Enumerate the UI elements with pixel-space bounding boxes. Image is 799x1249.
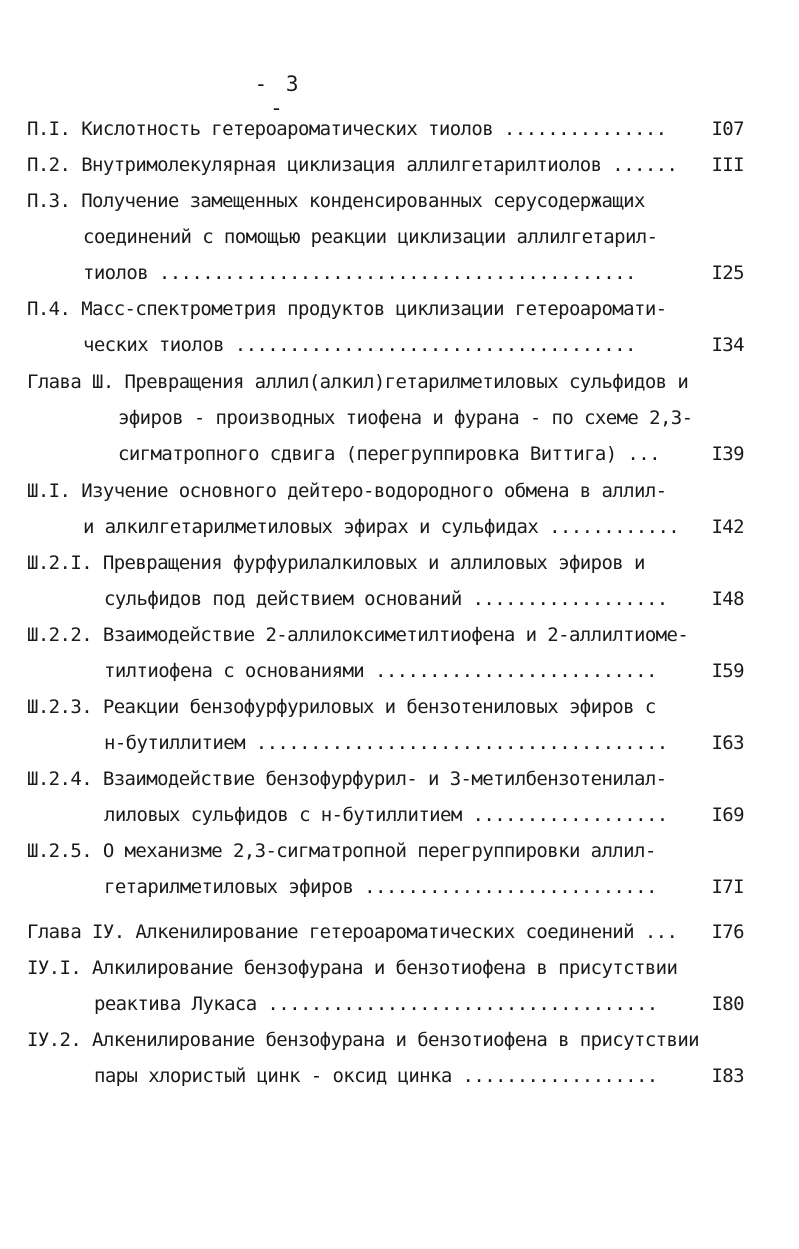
toc-entry-label: Ш.I. Изучение основного дейтеро-водородного обмена в аллил- xyxy=(27,480,667,502)
toc-entry-label: реактива Лукаса .................................... xyxy=(94,993,658,1015)
toc-entry-label: П.I. Кислотность гетероароматических тиолов ............... xyxy=(27,118,667,140)
toc-entry-page: I63 xyxy=(711,732,744,754)
toc-entry-label: П.4. Масс-спектрометрия продуктов циклизации гетероаромати- xyxy=(27,298,667,320)
toc-entry-label: лиловых сульфидов с н-бутиллитием .................. xyxy=(104,804,668,826)
toc-entry-label: соединений с помощью реакции циклизации аллилгетарил- xyxy=(83,226,658,248)
toc-entry-label: эфиров - производных тиофена и фурана - по схеме 2,3- xyxy=(118,407,693,429)
toc-entry-page: I76 xyxy=(711,921,744,943)
toc-entry-page: I07 xyxy=(711,118,744,140)
toc-entry-label: П.2. Внутримолекулярная циклизация аллилгетарилтиолов ...... xyxy=(27,154,678,176)
toc-entry-label: н-бутиллитием ...................................... xyxy=(104,732,668,754)
toc-entry-label: Ш.2.2. Взаимодействие 2-аллилоксиметилтиофена и 2-аллилтиоме- xyxy=(27,624,689,646)
toc-entry-label: тилтиофена с основаниями .......................... xyxy=(104,660,657,682)
toc-entry-label: и алкилгетарилметиловых эфирах и сульфидах ............ xyxy=(83,516,680,538)
toc-entry-page: I59 xyxy=(711,660,744,682)
toc-entry-label: пары хлористый цинк - оксид цинка .................. xyxy=(94,1065,658,1087)
toc-entry-page: I80 xyxy=(711,993,744,1015)
toc-entry-label: гетарилметиловых эфиров ........................... xyxy=(104,876,657,898)
toc-entry-page: I25 xyxy=(711,262,744,284)
toc-entry-label: Глава Ш. Превращения аллил(алкил)гетарилметиловых сульфидов и xyxy=(27,371,689,393)
toc-entry-label: IУ.I. Алкилирование бензофурана и бензотиофена в присутствии xyxy=(27,957,678,979)
toc-entry-label: Ш.2.4. Взаимодействие бензофурфурил- и 3-метилбензотенилал- xyxy=(27,768,667,790)
page-number: - 3 - xyxy=(254,72,302,120)
toc-entry-page: I69 xyxy=(711,804,744,826)
toc-entry-page: I42 xyxy=(711,516,744,538)
toc-entry-label: Глава IУ. Алкенилирование гетероароматических соединений ... xyxy=(27,921,678,943)
toc-entry-page: III xyxy=(711,154,744,176)
toc-entry-label: сигматропного сдвига (перегруппировка Виттига) ... xyxy=(118,443,660,465)
toc-entry-label: тиолов ............................................ xyxy=(83,262,636,284)
toc-entry-label: Ш.2.3. Реакции бензофурфуриловых и бензотениловых эфиров с xyxy=(27,696,656,718)
toc-entry-page: I48 xyxy=(711,588,744,610)
toc-entry-label: сульфидов под действием оснований .................. xyxy=(104,588,668,610)
toc-entry-page: I7I xyxy=(711,876,744,898)
toc-entry-label: Ш.2.5. О механизме 2,3-сигматропной перегруппировки аллил- xyxy=(27,840,656,862)
toc-entry-label: Ш.2.I. Превращения фурфурилалкиловых и аллиловых эфиров и xyxy=(27,552,645,574)
toc-entry-page: I39 xyxy=(711,443,744,465)
toc-entry-page: I34 xyxy=(711,334,744,356)
toc-entry-label: IУ.2. Алкенилирование бензофурана и бензотиофена в присутствии xyxy=(27,1029,700,1051)
toc-entry-label: П.3. Получение замещенных конденсированных серусодержащих xyxy=(27,190,645,212)
toc-entry-label: ческих тиолов ..................................... xyxy=(83,334,636,356)
toc-entry-page: I83 xyxy=(711,1065,744,1087)
